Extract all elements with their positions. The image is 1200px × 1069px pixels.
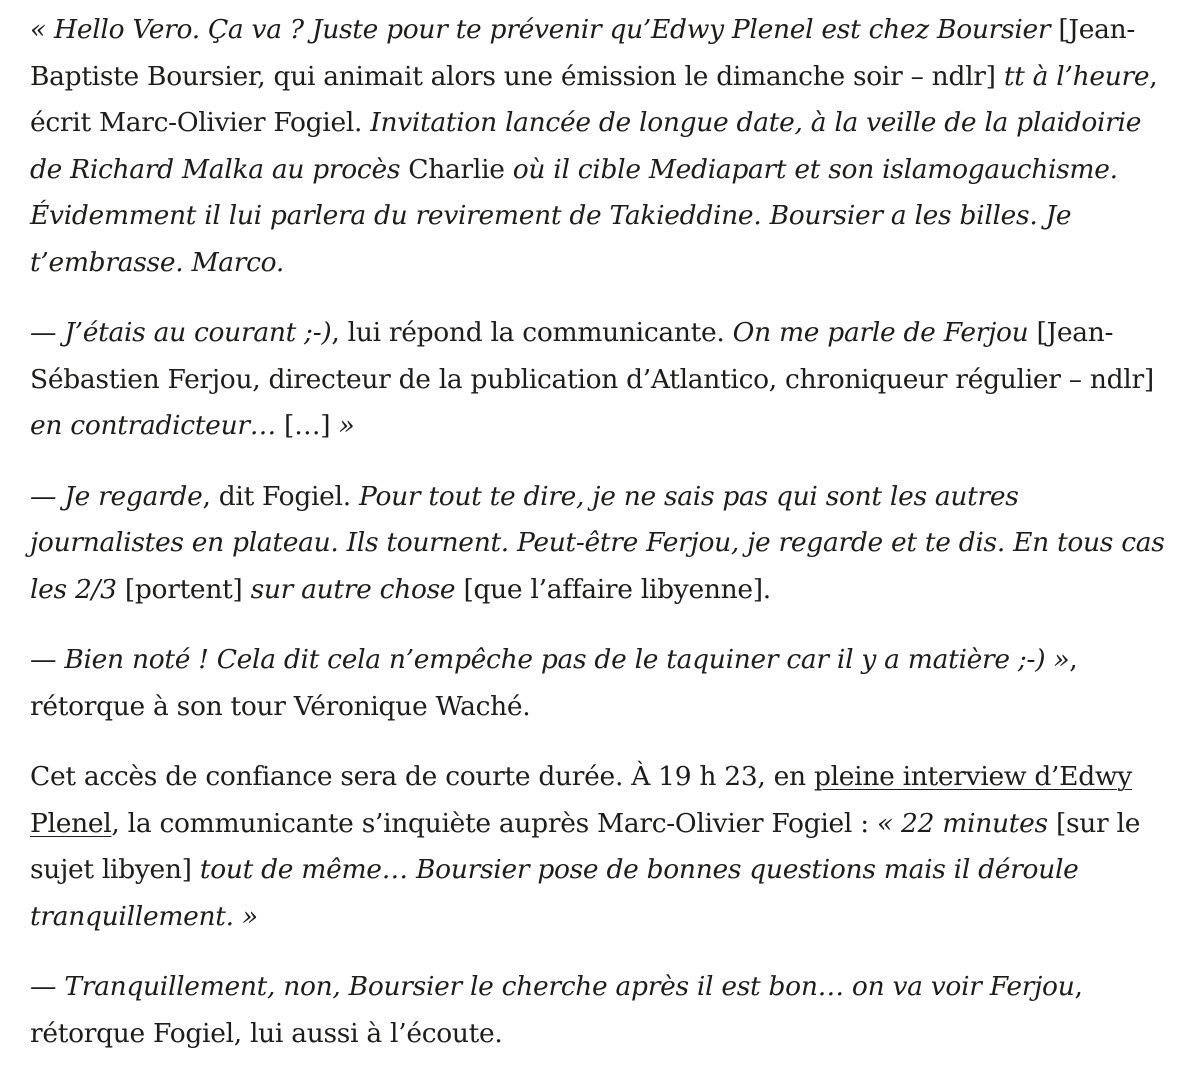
italic-text-segment: — Bien noté ! Cela dit cela n’empêche pas de le taquiner car il y a matière ;-) »: [30, 644, 1070, 675]
italic-text-segment: On me parle de Ferjou: [732, 317, 1037, 348]
italic-text-segment: où il cible Mediapart et son islamogauchisme. Évidemment il lui parlera du revirement de Takieddine. Boursier a les billes. Je t’embrasse. Marco.: [30, 153, 1118, 278]
italic-text-segment: tout de même… Boursier pose de bonnes questions mais il déroule tranquillement. »: [30, 854, 1079, 932]
text-segment: [sur le sujet libyen]: [30, 807, 1141, 885]
text-segment: [que l’affaire libyenne].: [463, 573, 771, 605]
paragraph-tranquillement: [30, 964, 1170, 1057]
italic-text-segment: « Hello Vero. Ça va ? Juste pour te prévenir qu’Edwy Plenel est chez Boursier: [30, 14, 1059, 45]
text-segment: [portent]: [124, 573, 251, 605]
italic-text-segment: »: [338, 410, 355, 441]
text-segment: , dit Fogiel.: [202, 480, 359, 512]
text-segment: , rétorque Fogiel, lui aussi à l’écoute.: [30, 971, 1083, 1049]
text-segment: , écrit Marc-Olivier Fogiel.: [30, 60, 1158, 138]
text-segment: Cet accès de confiance sera de courte durée. À 19 h 23, en: [30, 761, 814, 792]
paragraph-fogiel-regarde: [30, 474, 1170, 614]
inline-link[interactable]: pleine interview d’Edwy Plenel: [30, 761, 1132, 839]
italic-text-segment: « 22 minutes: [876, 807, 1056, 839]
italic-text-segment: — Je regarde: [30, 480, 203, 512]
text-segment: , lui répond la communicante.: [331, 317, 733, 348]
italic-text-segment: — Tranquillement, non, Boursier le cherche après il est bon… on va voir Ferjou: [30, 971, 1075, 1002]
text-segment: , rétorque à son tour Véronique Waché.: [30, 644, 1078, 722]
italic-text-segment: Invitation lancée de longue date, à la veille de la plaidoirie de Richard Malka au procès: [30, 107, 1142, 185]
text-segment: [Jean-Baptiste Boursier, qui animait alors une émission le dimanche soir – ndlr]: [30, 14, 1136, 92]
text-segment: […]: [284, 410, 339, 441]
italic-text-segment: Pour tout te dire, je ne sais pas qui sont les autres journalistes en plateau. Ils tournent. Peut-être Ferjou, je regarde et te dis. En tous cas les 2/3: [30, 480, 1165, 605]
paragraph-fogiel-message: [30, 0, 1170, 286]
italic-text-segment: en contradicteur…: [30, 410, 285, 441]
italic-text-segment: tt à l’heure: [1003, 60, 1150, 92]
paragraph-reply-communicante: [30, 310, 1170, 450]
italic-text-segment: sur autre chose: [250, 573, 464, 605]
text-segment: Charlie: [408, 153, 513, 185]
paragraph-bien-note: [30, 637, 1170, 730]
text-segment: [Jean-Sébastien Ferjou, directeur de la publication d’Atlantico, chroniqueur régulier – ndlr]: [30, 317, 1154, 395]
italic-text-segment: — J’étais au courant ;-): [30, 317, 332, 348]
paragraph-acces-confiance: [30, 754, 1170, 940]
text-segment: , la communicante s’inquiète auprès Marc-Olivier Fogiel :: [111, 807, 877, 839]
